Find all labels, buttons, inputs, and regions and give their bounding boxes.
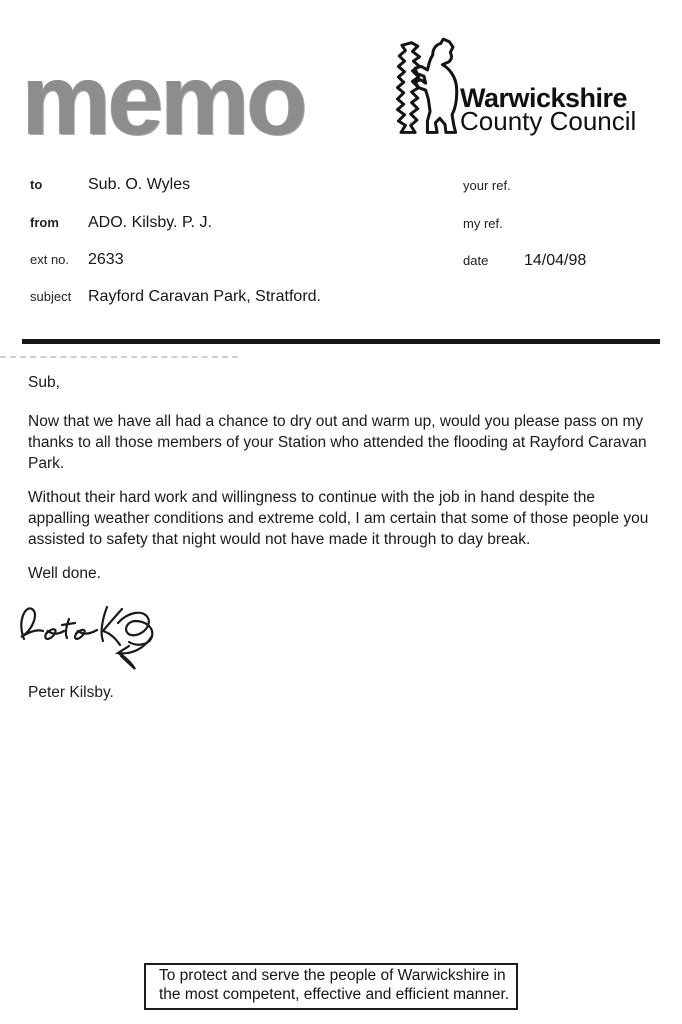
signature-icon	[12, 594, 187, 685]
header-divider-rule	[22, 339, 660, 344]
field-label-ext-no: ext no.	[30, 252, 70, 267]
council-name-line1: Warwickshire	[460, 83, 628, 113]
field-value-ext-no: 2633	[88, 251, 124, 268]
memo-wordmark: memo	[22, 44, 305, 156]
field-label-from: from	[30, 215, 59, 230]
field-row-my-ref	[463, 215, 524, 233]
field-value-date: 14/04/98	[524, 252, 587, 269]
field-row-from	[30, 214, 212, 232]
paragraph-2: Without their hard work and willingness to continue with the job in hand despite the appalling weather conditions and extreme cold, I am certain that some of those people you assisted to safety that night would not have made it through to day break.	[28, 489, 649, 548]
council-name-line2: County Council	[460, 106, 637, 136]
scan-artifact-line	[0, 356, 238, 358]
field-row-your-ref	[463, 177, 524, 195]
field-label-your-ref: your ref.	[463, 178, 511, 193]
field-row-to	[30, 176, 190, 194]
memo-body	[28, 372, 660, 597]
closing-line: Well done.	[28, 565, 101, 582]
field-value-subject: Rayford Caravan Park, Stratford.	[88, 288, 321, 305]
paragraph-1: Now that we have all had a chance to dry out and warm up, would you please pass on my thanks to all those members of your Station who attended the flooding at Rayford Caravan Park.	[28, 413, 647, 472]
salutation: Sub,	[28, 374, 60, 391]
field-row-ext-no	[30, 251, 124, 269]
field-row-subject	[30, 288, 321, 306]
field-label-to: to	[30, 177, 43, 192]
footer-motto-box	[144, 963, 518, 1010]
field-value-to: Sub. O. Wyles	[88, 176, 191, 193]
footer-motto-text: To protect and serve the people of Warwickshire in the most competent, effective and efficient manner.	[159, 967, 510, 1003]
field-row-date	[463, 252, 586, 270]
field-label-date: date	[463, 253, 489, 268]
council-logo	[394, 30, 662, 148]
council-name	[460, 83, 637, 136]
signed-name: Peter Kilsby.	[28, 684, 114, 701]
field-label-subject: subject	[30, 289, 72, 304]
field-value-from: ADO. Kilsby. P. J.	[88, 214, 212, 231]
field-label-my-ref: my ref.	[463, 216, 503, 231]
